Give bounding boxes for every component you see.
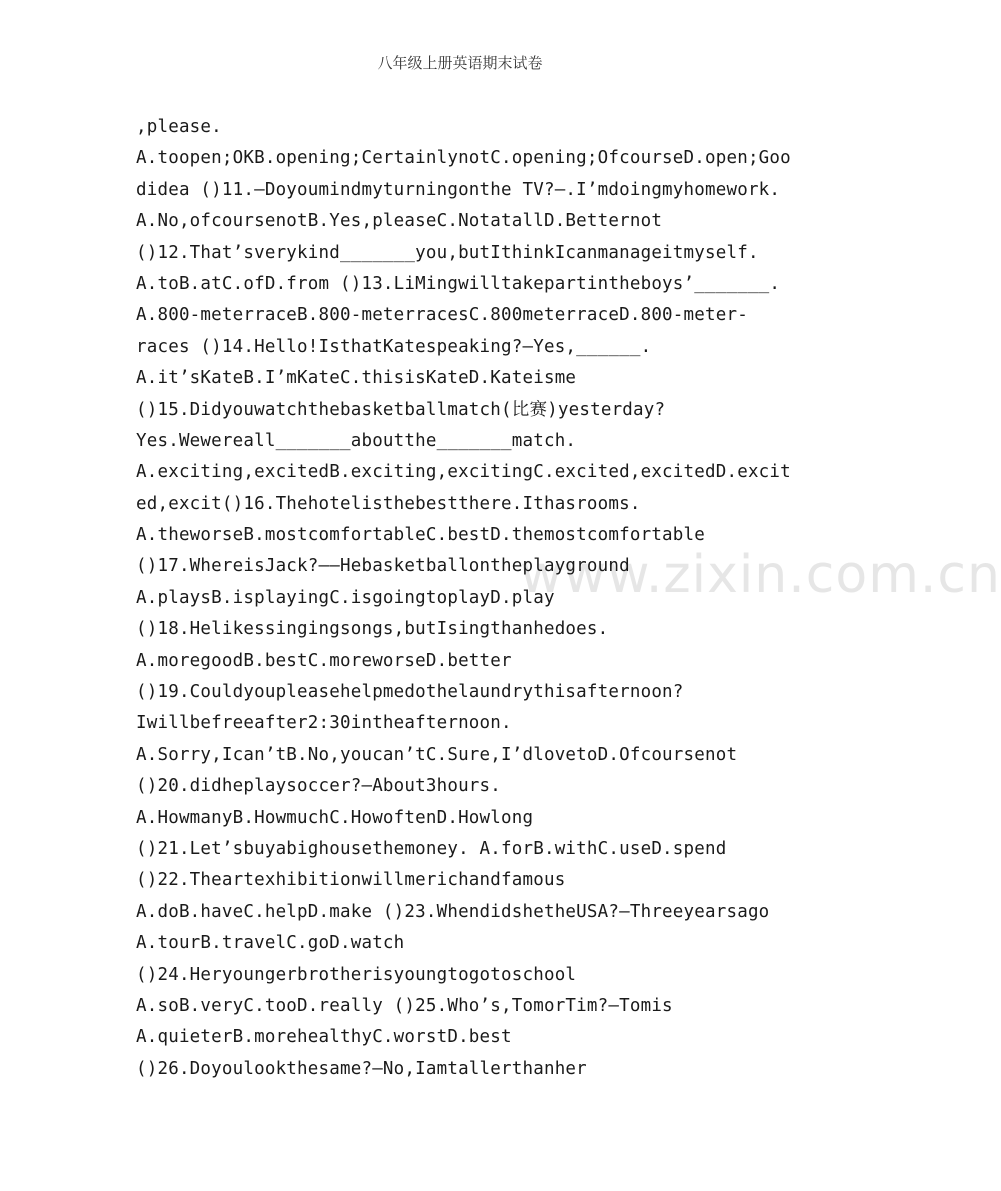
watermark: www.zixin.com.cn [520,545,1001,605]
text-line: ed,excit()16.Thehotelisthebestthere.Ithasrooms. [136,493,641,514]
text-line: A.No,ofcoursenotB.Yes,pleaseC.NotatallD.Betternot [136,211,663,232]
text-line: races ()14.Hello!IsthatKatespeaking?—Yes,______. [136,336,652,357]
text-line: ()26.Doyoulookthesame?—No,Iamtallerthanher [136,1058,587,1079]
text-line: A.exciting,excitedB.exciting,excitingC.excited,excitedD.excit [136,462,791,483]
text-line: A.it’sKateB.I’mKateC.thisisKateD.Kateisme [136,368,577,389]
text-line: Yes.Wewereall_______aboutthe_______match. [136,430,577,451]
text-line: A.HowmanyB.HowmuchC.HowoftenD.Howlong [136,807,534,828]
text-line: ()22.Theartexhibitionwillmerichandfamous [136,870,566,891]
text-line: A.toopen;OKB.opening;CertainlynotC.opening;OfcourseD.open;Goo [136,148,791,169]
text-line: ()12.That’sverykind_______you,butIthinkIcanmanageitmyself. [136,242,759,263]
text-line: A.theworseB.mostcomfortableC.bestD.themostcomfortable [136,525,706,546]
text-line: A.800-meterraceB.800-meterracesC.800meterraceD.800-meter- [136,305,748,326]
text-line: A.quieterB.morehealthyC.worstD.best [136,1027,512,1048]
text-line: ()19.Couldyoupleasehelpmedothelaundrythisafternoon? [136,682,684,703]
text-line: A.moregoodB.bestC.moreworseD.better [136,650,512,671]
document-body [136,112,816,1085]
text-line: didea ()11.—Doyoumindmyturningonthe TV?—.I’mdoingmyhomework. [136,179,781,200]
text-line: ()21.Let’sbuyabighousethemoney. A.forB.withC.useD.spend [136,838,727,859]
text-line: ()15.Didyouwatchthebasketballmatch(比赛)yesterday? [136,399,666,420]
page-header: 八年级上册英语期末试卷 [377,54,543,72]
text-line: A.tourB.travelC.goD.watch [136,933,405,954]
text-line: A.soB.veryC.tooD.really ()25.Who’s,TomorTim?—Tomis [136,995,673,1016]
text-line: A.playsB.isplayingC.isgoingtoplayD.play [136,587,555,608]
text-line: ()20.didheplaysoccer?—About3hours. [136,776,502,797]
text-line: A.toB.atC.ofD.from ()13.LiMingwilltakepartintheboys’_______. [136,273,781,294]
text-line: ()18.Helikessingingsongs,butIsingthanhedoes. [136,619,609,640]
text-line: ()17.WhereisJack?——Hebasketballontheplayground [136,556,630,577]
text-line: ()24.Heryoungerbrotherisyoungtogotoschool [136,964,577,985]
text-line: A.Sorry,Ican’tB.No,youcan’tC.Sure,I’dlovetoD.Ofcoursenot [136,744,738,765]
text-line: A.doB.haveC.helpD.make ()23.WhendidshetheUSA?—Threeyearsago [136,901,770,922]
text-line: ,please. [136,117,222,137]
text-line: Iwillbefreeafter2:30intheafternoon. [136,713,512,734]
